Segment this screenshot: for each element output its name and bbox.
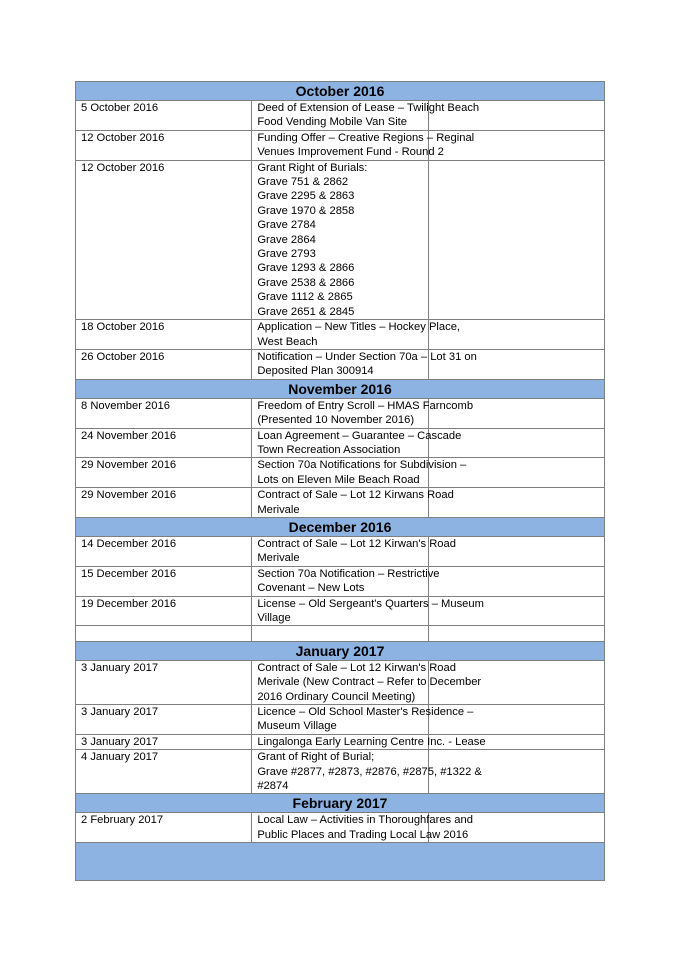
description-line: Grave 1970 & 2858 <box>257 204 355 217</box>
entry-description <box>252 488 454 518</box>
description-line: Grave #2877, #2873, #2876, #2875, #1322 & <box>257 765 482 778</box>
description-line: Grave 2651 & 2845 <box>257 305 355 318</box>
description-line: Grave 2864 <box>257 233 316 246</box>
table-row <box>76 626 605 641</box>
entry-extra-cell <box>428 626 604 641</box>
description-line: Funding Offer – Creative Regions – Reginal <box>257 131 475 144</box>
entry-extra-cell <box>428 566 604 596</box>
entry-date: 29 November 2016 <box>76 458 252 488</box>
description-line: Licence – Old School Master's Residence – <box>257 706 474 719</box>
entry-description <box>252 626 428 641</box>
table-row <box>76 398 605 428</box>
table-row <box>76 566 605 596</box>
description-line: Section 70a Notification – Restrictive <box>257 567 440 580</box>
entry-description <box>252 596 484 626</box>
description-line: Grave 1112 & 2865 <box>257 291 353 304</box>
table-row <box>76 458 605 488</box>
description-line: Contract of Sale – Lot 12 Kirwan's Road <box>257 661 456 674</box>
entry-description <box>252 705 474 735</box>
entry-description <box>252 101 480 131</box>
table-row <box>76 813 605 843</box>
register-body <box>76 82 605 881</box>
entry-description <box>252 813 473 843</box>
description-line: Town Recreation Association <box>257 443 401 456</box>
entry-date: 15 December 2016 <box>76 566 252 596</box>
description-line: Contract of Sale – Lot 12 Kirwan's Road <box>257 537 456 550</box>
table-row <box>76 705 605 735</box>
description-line: West Beach <box>257 335 318 348</box>
month-heading: January 2017 <box>76 641 605 660</box>
entry-extra-cell <box>428 488 604 518</box>
entry-date: 3 January 2017 <box>76 705 252 735</box>
month-heading: February 2017 <box>76 794 605 813</box>
month-header-row <box>76 379 605 398</box>
entry-description <box>252 750 482 794</box>
entry-description <box>252 349 477 379</box>
description-line: Village <box>257 612 291 624</box>
description-line: (Presented 10 November 2016) <box>257 414 415 427</box>
table-row <box>76 536 605 566</box>
entry-date: 24 November 2016 <box>76 428 252 458</box>
description-line: Public Places and Trading Local Law 2016 <box>257 828 469 841</box>
table-row <box>76 320 605 350</box>
description-line: Food Vending Mobile Van Site <box>257 116 408 129</box>
entry-description <box>252 398 474 428</box>
description-line: Grant of Right of Burial; <box>257 751 375 764</box>
table-row <box>76 101 605 131</box>
entry-description <box>252 160 428 319</box>
table-row <box>76 596 605 626</box>
entry-date: 5 October 2016 <box>76 101 252 131</box>
description-line: Loan Agreement – Guarantee – Cascade <box>257 429 462 442</box>
entry-date: 4 January 2017 <box>76 750 252 794</box>
description-line: Venues Improvement Fund - Round 2 <box>257 146 444 159</box>
description-line: Application – New Titles – Hockey Place, <box>257 321 461 334</box>
entry-description <box>252 320 461 350</box>
description-line: Lingalonga Early Learning Centre Inc. - Lease <box>257 735 486 748</box>
description-line: #2874 <box>257 780 289 793</box>
entry-date: 3 January 2017 <box>76 734 252 749</box>
entry-date: 19 December 2016 <box>76 596 252 626</box>
seal-register-table <box>75 81 605 881</box>
entry-date: 2 February 2017 <box>76 813 252 843</box>
table-row <box>76 750 605 794</box>
entry-date <box>76 626 252 641</box>
entry-description <box>252 458 467 488</box>
month-header-row <box>76 517 605 536</box>
entry-description <box>252 566 440 596</box>
description-line: Section 70a Notifications for Subdivision – <box>257 459 467 472</box>
month-header-row <box>76 82 605 101</box>
entry-description <box>252 536 456 566</box>
month-header-row <box>76 794 605 813</box>
month-heading: November 2016 <box>76 379 605 398</box>
table-row <box>76 428 605 458</box>
description-line: Merivale <box>257 503 300 516</box>
month-heading: December 2016 <box>76 517 605 536</box>
month-header-row <box>76 641 605 660</box>
entry-description <box>252 428 462 458</box>
description-line: Grave 2295 & 2863 <box>257 190 355 203</box>
entry-description <box>252 734 486 749</box>
description-line: Grant Right of Burials: <box>257 161 368 174</box>
table-row <box>76 734 605 749</box>
entry-extra-cell <box>428 160 604 319</box>
entry-date: 12 October 2016 <box>76 130 252 160</box>
table-row <box>76 349 605 379</box>
entry-description <box>252 130 475 160</box>
entry-date: 8 November 2016 <box>76 398 252 428</box>
description-line: License – Old Sergeant's Quarters – Museum <box>257 597 484 610</box>
description-line: Notification – Under Section 70a – Lot 31 on <box>257 350 477 363</box>
description-line: Merivale (New Contract – Refer to December <box>257 676 482 689</box>
description-line: 2016 Ordinary Council Meeting) <box>257 690 416 703</box>
footer-band <box>76 843 605 881</box>
description-line: Covenant – New Lots <box>257 582 365 595</box>
entry-date: 18 October 2016 <box>76 320 252 350</box>
description-line: Grave 2784 <box>257 219 316 232</box>
description-line: Merivale <box>257 552 300 565</box>
description-line: Deed of Extension of Lease – Twilight Beach <box>257 102 480 114</box>
footer-band-row <box>76 843 605 881</box>
table-row <box>76 660 605 704</box>
description-line: Grave 2793 <box>257 248 316 261</box>
month-heading: October 2016 <box>76 82 605 101</box>
description-line: Grave 751 & 2862 <box>257 176 349 189</box>
description-line: Museum Village <box>257 720 337 733</box>
description-line: Deposited Plan 300914 <box>257 365 374 378</box>
table-row <box>76 130 605 160</box>
table-row <box>76 160 605 319</box>
table-row <box>76 488 605 518</box>
description-line: Contract of Sale – Lot 12 Kirwans Road <box>257 489 454 502</box>
entry-date: 26 October 2016 <box>76 349 252 379</box>
entry-date: 12 October 2016 <box>76 160 252 319</box>
entry-date: 29 November 2016 <box>76 488 252 518</box>
description-line: Grave 1293 & 2866 <box>257 262 355 275</box>
description-line: Lots on Eleven Mile Beach Road <box>257 473 420 486</box>
entry-date: 3 January 2017 <box>76 660 252 704</box>
entry-description <box>252 660 482 704</box>
description-line: Grave 2538 & 2866 <box>257 276 355 289</box>
description-line: Local Law – Activities in Thoroughfares and <box>257 814 473 827</box>
entry-date: 14 December 2016 <box>76 536 252 566</box>
description-line: Freedom of Entry Scroll – HMAS Farncomb <box>257 399 474 412</box>
